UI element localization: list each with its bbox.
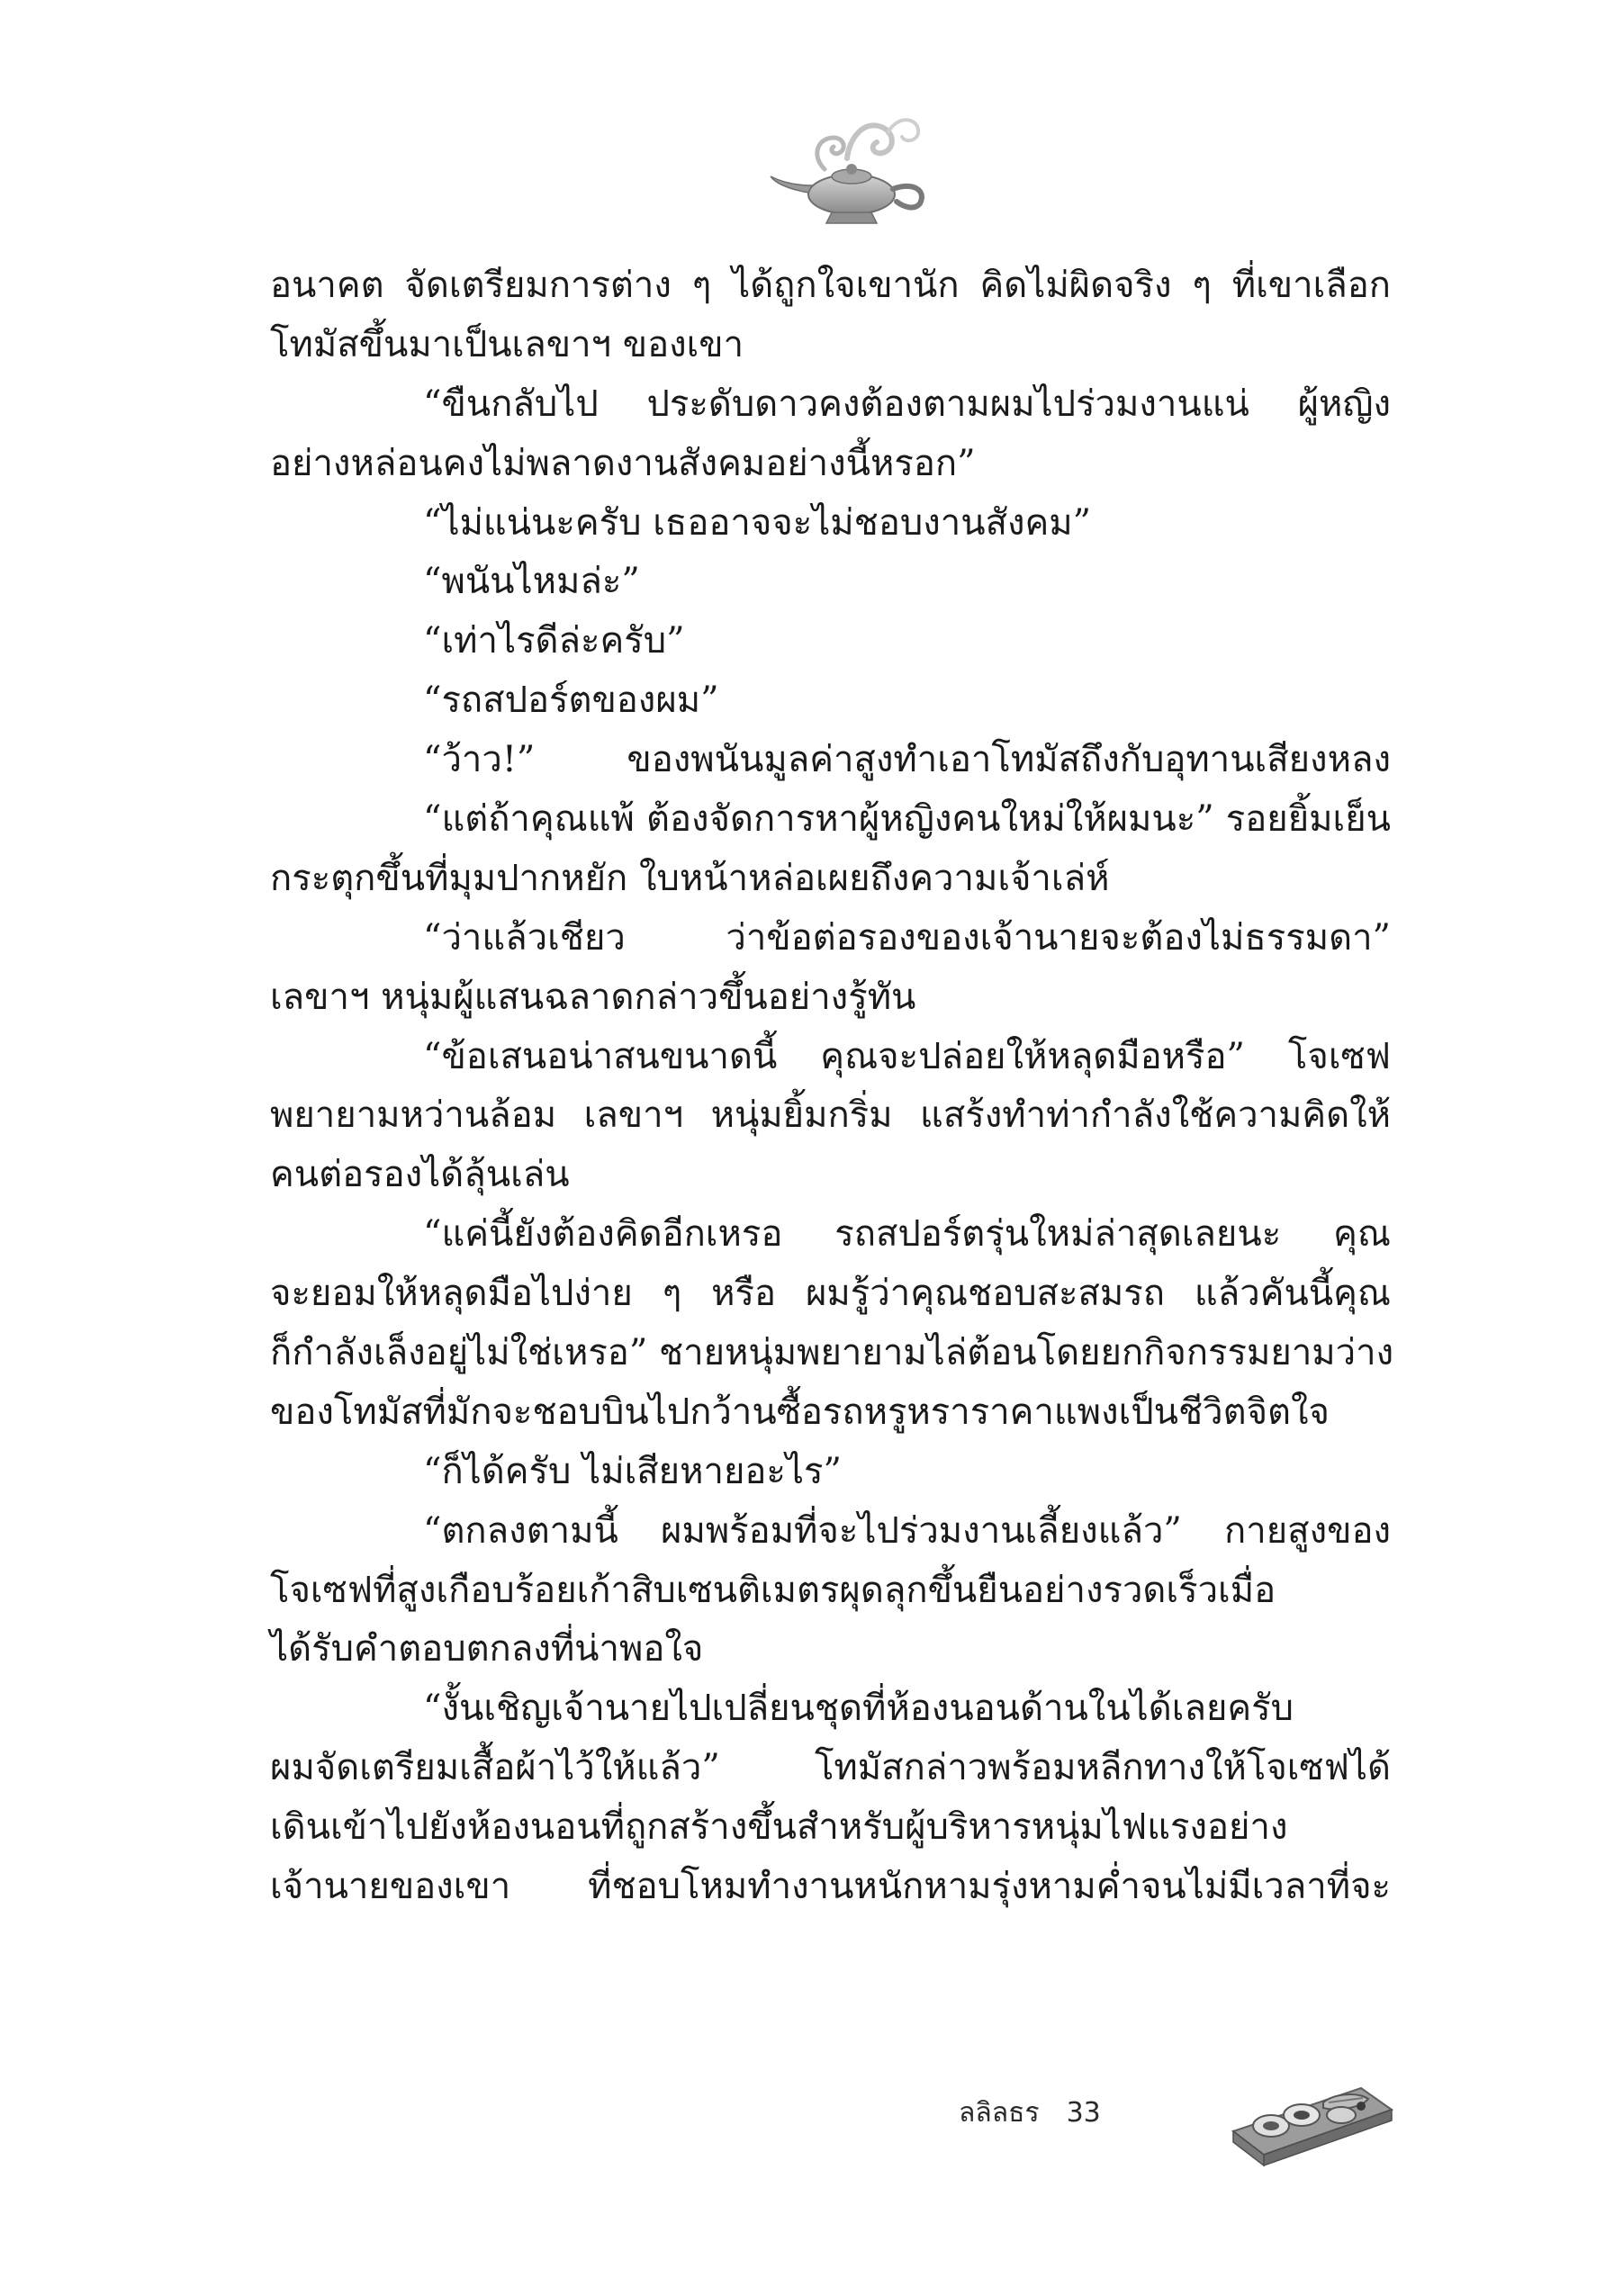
body-text [270, 257, 1394, 1917]
text-line: เจ้านายของเขา ที่ชอบโหมทำงานหนักหามรุ่งหามค่ำจนไม่มีเวลาที่จะ [270, 1866, 1391, 1908]
text-line: อย่างหล่อนคงไม่พลาดงานสังคมอย่างนี้หรอก” [270, 442, 976, 484]
text-line: “รถสปอร์ตของผม” [423, 680, 719, 722]
text-line: พยายามหว่านล้อม เลขาฯ หนุ่มยิ้มกริ่ม แสร้งทำท่ากำลังใช้ความคิดให้ [270, 1094, 1391, 1137]
text-line: “แต่ถ้าคุณแพ้ ต้องจัดการหาผู้หญิงคนใหม่ให้ผมนะ” รอยยิ้มเย็น [423, 798, 1391, 841]
text-line: อนาคต จัดเตรียมการต่าง ๆ ได้ถูกใจเขานัก คิดไม่ผิดจริง ๆ ที่เขาเลือก [270, 265, 1391, 306]
text-line: โจเซฟที่สูงเกือบร้อยเก้าสิบเซนติเมตรผุดลุกขึ้นยืนอย่างรวดเร็วเมื่อ [270, 1569, 1276, 1611]
page-number: 33 [1066, 2096, 1101, 2129]
text-line: เลขาฯ หนุ่มผู้แสนฉลาดกล่าวขึ้นอย่างรู้ทัน [270, 976, 916, 1018]
book-title: ลลิลธร [959, 2096, 1040, 2129]
text-line: ได้รับคำตอบตกลงที่น่าพอใจ [270, 1628, 704, 1670]
text-line: ผมจัดเตรียมเสื้อผ้าไว้ให้แล้ว” โทมัสกล่าวพร้อมหลีกทางให้โจเซฟได้ [270, 1747, 1391, 1789]
magic-lamp-ornament-icon [762, 106, 942, 241]
text-line: “ข้อเสนอน่าสนขนาดนี้ คุณจะปล่อยให้หลุดมือหรือ” โจเซฟ [423, 1035, 1391, 1077]
text-line: “ตกลงตามนี้ ผมพร้อมที่จะไปร่วมงานเลี้ยงแล้ว” กายสูงของ [423, 1509, 1391, 1552]
sushi-plate-ornament-icon [1226, 2061, 1397, 2178]
text-line: ของโทมัสที่มักจะชอบบินไปกว้านซื้อรถหรูหราราคาแพงเป็นชีวิตจิตใจ [270, 1391, 1330, 1433]
text-line: “ไม่แน่นะครับ เธออาจจะไม่ชอบงานสังคม” [423, 501, 1092, 544]
text-line: “ว้าว!” ของพนันมูลค่าสูงทำเอาโทมัสถึงกับอุทานเสียงหลง [423, 739, 1391, 781]
text-line: “แค่นี้ยังต้องคิดอีกเหรอ รถสปอร์ตรุ่นใหม่ล่าสุดเลยนะ คุณ [423, 1213, 1391, 1256]
text-line: คนต่อรองได้ลุ้นเล่น [270, 1154, 570, 1196]
text-line: “เท่าไรดีล่ะครับ” [423, 620, 685, 662]
text-line: “ก็ได้ครับ ไม่เสียหายอะไร” [423, 1450, 842, 1492]
text-line: จะยอมให้หลุดมือไปง่าย ๆ หรือ ผมรู้ว่าคุณชอบสะสมรถ แล้วคันนี้คุณ [270, 1273, 1391, 1315]
text-line: โทมัสขึ้นมาเป็นเลขาฯ ของเขา [270, 323, 744, 365]
text-line: “พนันไหมล่ะ” [423, 561, 640, 603]
text-line: เดินเข้าไปยังห้องนอนที่ถูกสร้างขึ้นสำหรับผู้บริหารหนุ่มไฟแรงอย่าง [270, 1806, 1288, 1849]
text-line: ก็กำลังเล็งอยู่ไม่ใช่เหรอ” ชายหนุ่มพยายามไล่ต้อนโดยยกกิจกรรมยามว่าง [270, 1332, 1394, 1374]
page-footer [959, 2081, 1101, 2144]
text-line: “ว่าแล้วเชียว ว่าข้อต่อรองของเจ้านายจะต้องไม่ธรรมดา” [423, 916, 1391, 959]
text-line: “งั้นเชิญเจ้านายไปเปลี่ยนชุดที่ห้องนอนด้านในได้เลยครับ [423, 1688, 1294, 1730]
text-line: “ขืนกลับไป ประดับดาวคงต้องตามผมไปร่วมงานแน่ ผู้หญิง [423, 383, 1391, 425]
text-line: กระตุกขึ้นที่มุมปากหยัก ใบหน้าหล่อเผยถึงความเจ้าเล่ห์ [270, 857, 1110, 899]
